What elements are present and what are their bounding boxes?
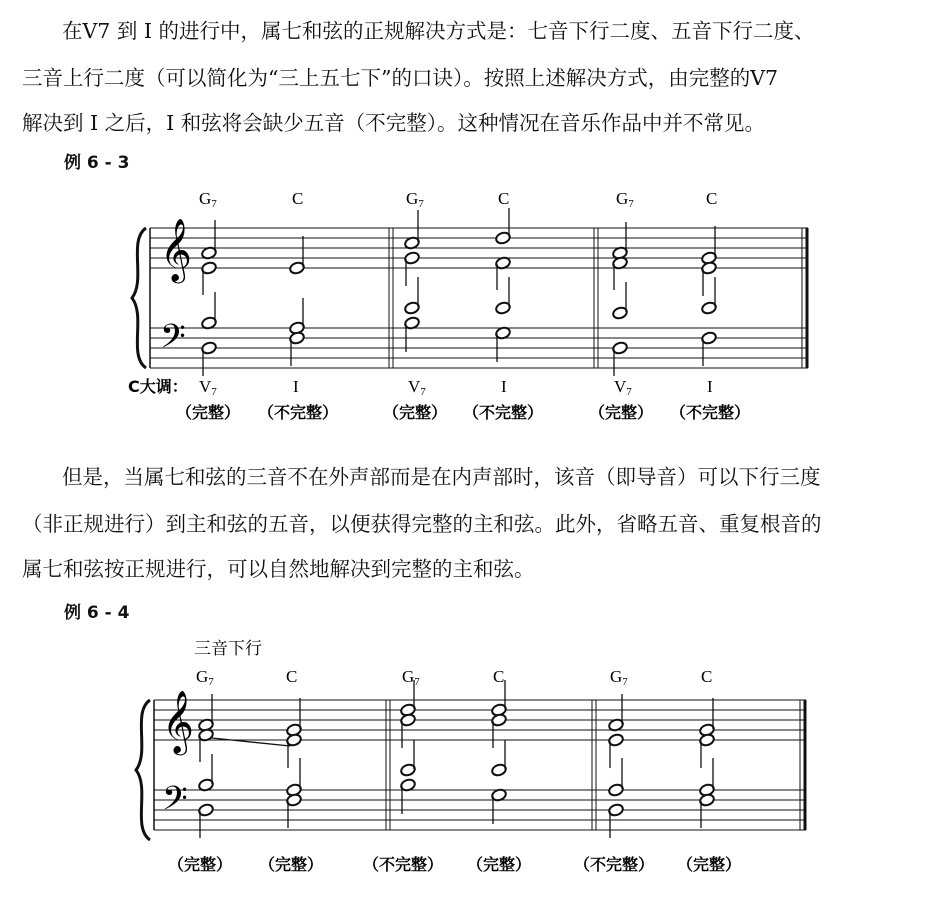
caption: （不完整）	[363, 855, 444, 874]
voice-leading-line	[212, 738, 290, 746]
barlines	[389, 228, 807, 368]
grand-staff-brace	[132, 228, 146, 368]
roman-numeral: V7	[199, 377, 217, 398]
key-label: C大调：	[128, 377, 188, 396]
chord-symbol: G7	[402, 667, 420, 688]
caption: （完整）	[168, 855, 233, 874]
caption: （完整）	[176, 403, 241, 422]
caption: （不完整）	[670, 403, 751, 422]
chord-symbol: G7	[610, 667, 628, 688]
stems	[200, 680, 713, 838]
caption: （完整）	[467, 855, 532, 874]
chord-symbol: C	[286, 667, 298, 686]
chord-symbol: C	[498, 189, 510, 208]
paragraph-1-line-2: 三音上行二度（可以简化为“三上五七下”的口诀）。按照上述解决方式，由完整的V7	[22, 66, 779, 90]
example-6-3-score	[0, 180, 925, 460]
paragraph-2-line-1: 但是，当属七和弦的三音不在外声部而是在内声部时，该音（即导音）可以下行三度	[62, 465, 821, 489]
treble-clef-icon: 𝄞	[162, 690, 194, 753]
chord-symbol: G7	[196, 667, 214, 688]
treble-clef-icon: 𝄞	[160, 218, 192, 281]
annotation-third-descends: 三音下行	[194, 639, 262, 659]
caption: （不完整）	[463, 403, 544, 422]
caption: （完整）	[383, 403, 448, 422]
roman-numeral: I	[501, 377, 507, 396]
chord-symbol: C	[292, 189, 304, 208]
caption: （不完整）	[258, 403, 339, 422]
caption: （完整）	[677, 855, 742, 874]
chord-symbol: G7	[199, 189, 217, 210]
example-6-4-label: 例 6 - 4	[64, 603, 130, 623]
chord-symbol: G7	[406, 189, 424, 210]
paragraph-1-line-1: 在V7 到 I 的进行中，属七和弦的正规解决方式是：七音下行二度、五音下行二度、	[62, 19, 815, 43]
roman-numerals-row	[199, 377, 713, 398]
bass-clef-icon: 𝄢	[160, 318, 186, 364]
paragraph-1-line-3: 解决到 I 之后，I 和弦将会缺少五音（不完整）。这种情况在音乐作品中并不常见。	[22, 111, 765, 135]
notes	[201, 231, 718, 355]
roman-numeral: I	[707, 377, 713, 396]
stems	[203, 208, 715, 376]
example-6-4-score	[0, 630, 925, 910]
roman-numeral: V7	[614, 377, 632, 398]
chord-symbols-row	[199, 189, 717, 210]
grand-staff-brace	[136, 700, 150, 840]
chord-symbol: C	[493, 667, 505, 686]
captions-row	[168, 855, 741, 874]
chord-symbol: C	[701, 667, 713, 686]
caption: （完整）	[259, 855, 324, 874]
caption: （不完整）	[574, 855, 655, 874]
roman-numeral: I	[293, 377, 299, 396]
paragraph-2-line-2: （非正规进行）到主和弦的五音，以便获得完整的主和弦。此外，省略五音、重复根音的	[22, 512, 822, 536]
caption: （完整）	[589, 403, 654, 422]
example-6-3-label: 例 6 - 3	[64, 153, 130, 173]
roman-numeral: V7	[408, 377, 426, 398]
bass-clef-icon: 𝄢	[162, 780, 188, 826]
chord-symbols-row	[196, 667, 712, 688]
paragraph-2-line-3: 属七和弦按正规进行，可以自然地解决到完整的主和弦。	[22, 557, 535, 581]
chord-symbol: C	[706, 189, 718, 208]
captions-row	[176, 403, 750, 422]
chord-symbol: G7	[616, 189, 634, 210]
